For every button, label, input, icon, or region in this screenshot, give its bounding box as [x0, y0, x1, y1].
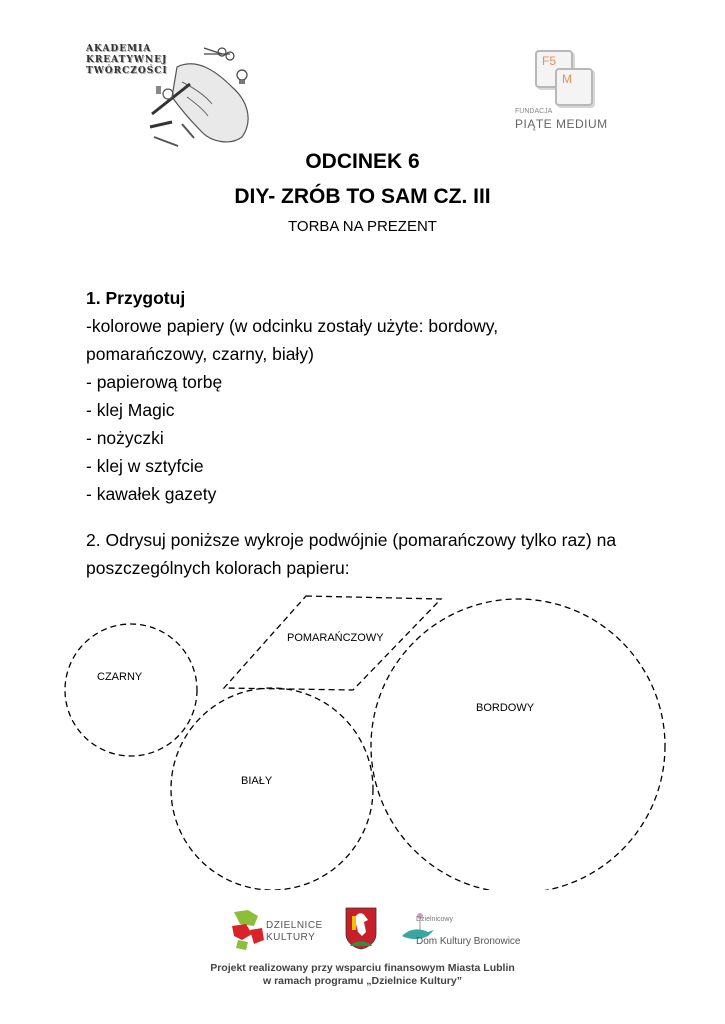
section-1: [86, 284, 498, 508]
page-caption: TORBA NA PREZENT: [288, 218, 437, 235]
bialy-circle: [171, 688, 373, 890]
fundacja-piate-medium-logo: [515, 50, 625, 140]
footer-note-line2: w ramach programu „Dzielnice Kultury”: [263, 975, 462, 987]
list-item: - klej w sztyfcie: [86, 456, 204, 476]
section-2: [86, 526, 616, 582]
czarny-circle: [65, 624, 197, 756]
pomaranczowy-label: POMARAŃCZOWY: [287, 632, 384, 644]
dzielnice-label-2: KULTURY: [266, 932, 316, 943]
bialy-label: BIAŁY: [241, 775, 273, 787]
f5m-caption: PIĄTE MEDIUM: [515, 117, 608, 131]
akademia-line3: TWÓRCZOŚCI: [86, 66, 168, 76]
list-item: pomarańczowy, czarny, biały): [86, 344, 314, 364]
drawing-hand-icon: [82, 42, 272, 152]
bordowy-circle: [371, 599, 665, 890]
lublin-crest-icon: [344, 906, 378, 950]
dom-label: Dom Kultury Bronowice: [416, 936, 521, 947]
list-item: -kolorowe papiery (w odcinku zostały użyte: bordowy,: [86, 316, 499, 336]
akademia-line1: AKADEMIA: [86, 44, 152, 54]
akademia-logo: [82, 42, 272, 152]
dzielnice-label-1: DZIELNICE: [266, 920, 323, 931]
footer-note: [0, 962, 725, 988]
section-1-heading: 1. Przygotuj: [86, 288, 186, 308]
f5-key-icon: F5: [535, 50, 573, 88]
list-item: - nożyczki: [86, 428, 164, 448]
footer-note-line1: Projekt realizowany przy wsparciu finansowym Miasta Lublin: [210, 962, 515, 974]
page-subtitle: DIY- ZRÓB TO SAM CZ. III: [234, 185, 491, 208]
list-item: - klej Magic: [86, 400, 175, 420]
section-2-line1: 2. Odrysuj poniższe wykroje podwójnie (pomarańczowy tylko raz) na: [86, 530, 617, 550]
list-item: - kawałek gazety: [86, 484, 217, 504]
section-2-line2: poszczególnych kolorach papieru:: [86, 558, 350, 578]
bordowy-label: BORDOWY: [476, 702, 535, 714]
page-title: ODCINEK 6: [305, 150, 420, 173]
list-item: - papierową torbę: [86, 372, 223, 392]
template-shapes: [0, 590, 725, 890]
dom-label-small: Dzielnicowy: [416, 916, 453, 923]
m-key-icon: M: [555, 68, 593, 106]
czarny-label: CZARNY: [97, 671, 143, 683]
f5m-caption-small: FUNDACJA: [515, 108, 553, 115]
akademia-line2: KREATYWNEJ: [86, 55, 168, 65]
dzielnice-kultury-icon: [228, 908, 268, 952]
